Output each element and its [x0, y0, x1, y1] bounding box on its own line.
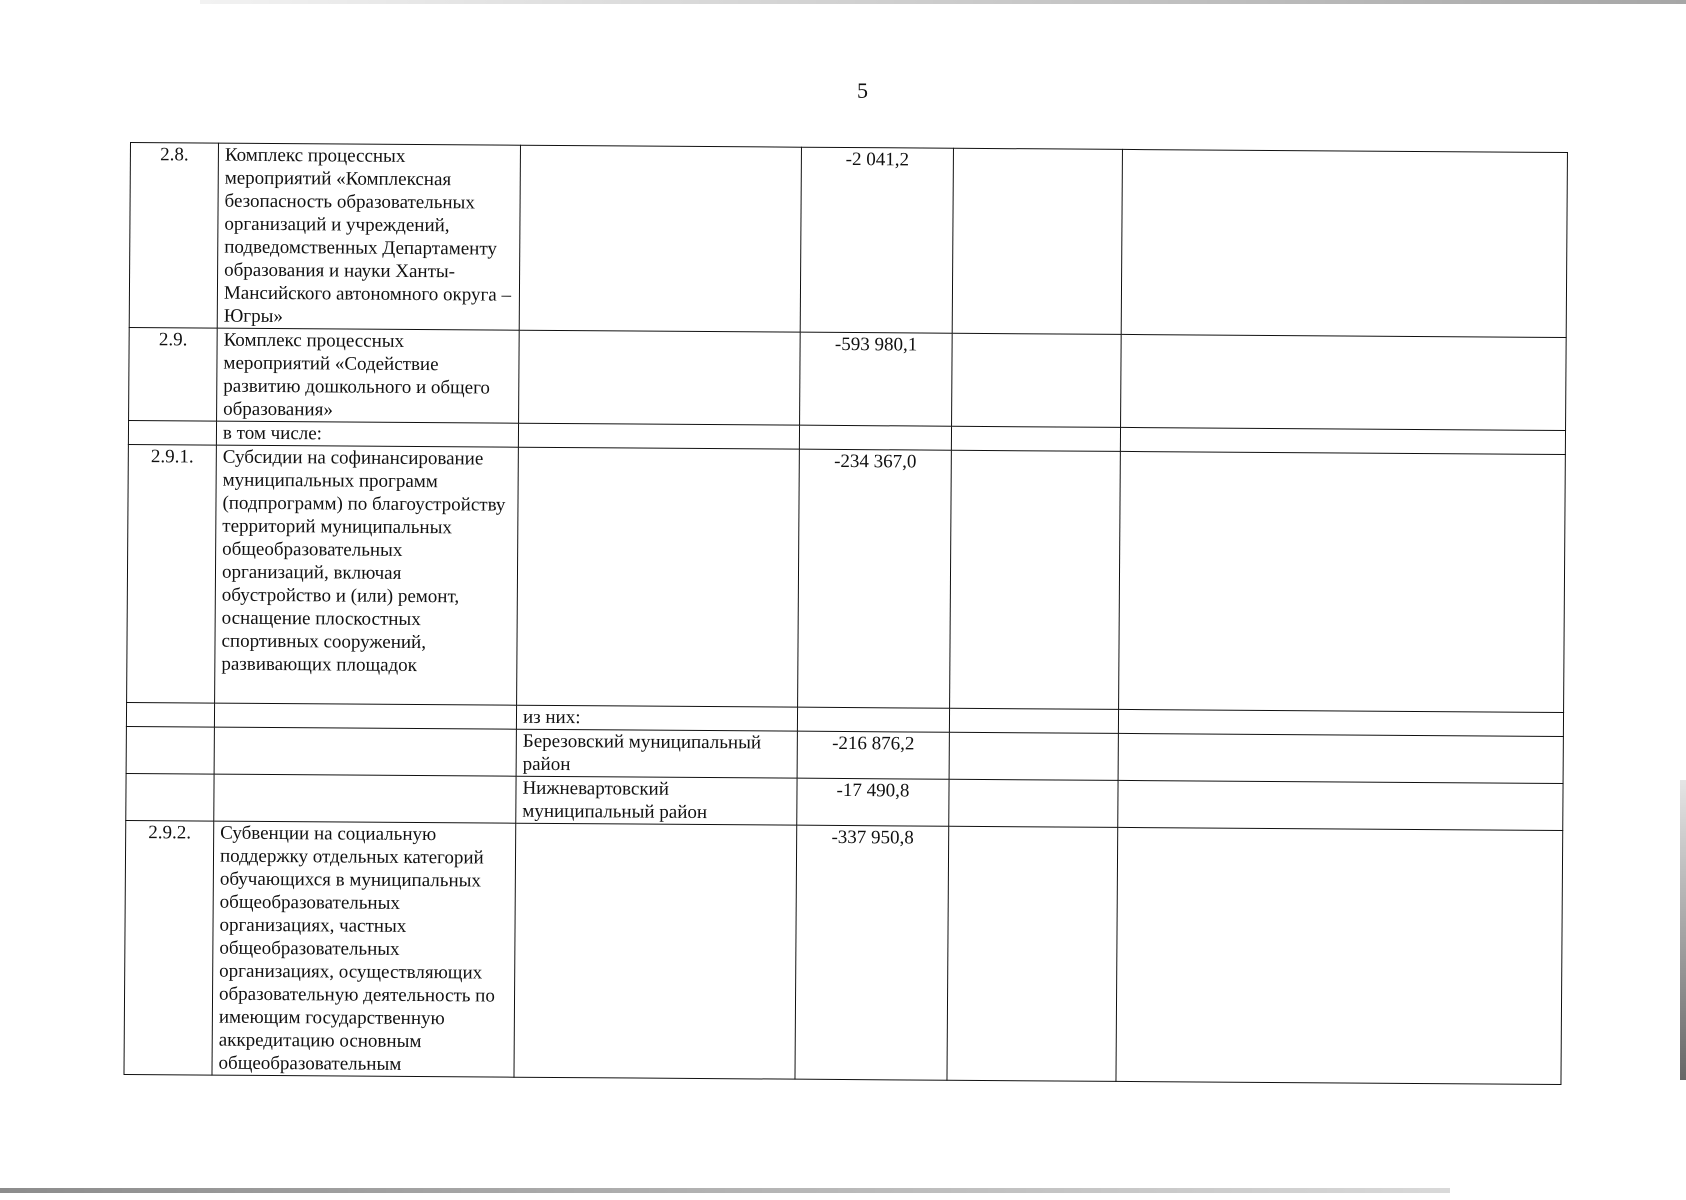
row-value: -216 876,2	[797, 731, 949, 779]
row-subitem: Нижневартовский муниципальный район	[516, 776, 797, 825]
row-number	[126, 726, 214, 774]
row-name: в том числе:	[216, 421, 518, 447]
row-name: Субсидии на софинансирование муниципальных программ (подпрограмм) по благоустройству территорий муниципальных общеобразовательных организаций, включая обустройство и (или) ремонт, оснащение плоскостных спортивных сооружений, развивающих площадок	[215, 445, 519, 705]
row-value: -2 041,2	[800, 147, 953, 333]
row-number: 2.8.	[129, 143, 218, 329]
row-value: -234 367,0	[798, 449, 952, 708]
empty-cell	[949, 779, 1118, 827]
row-number: 2.9.2.	[124, 820, 214, 1075]
empty-cell	[947, 826, 1118, 1081]
row-number: 2.9.	[129, 327, 218, 421]
row-subitem	[514, 823, 797, 1079]
table-row	[127, 444, 1566, 712]
scan-edge-bottom	[0, 1188, 1450, 1193]
empty-cell	[952, 333, 1122, 427]
row-number: 2.9.1.	[127, 444, 217, 703]
row-subitem	[519, 145, 801, 332]
empty-cell	[1121, 334, 1567, 430]
empty-cell	[1116, 827, 1563, 1084]
row-subitem	[519, 330, 801, 425]
row-value	[797, 707, 949, 732]
row-name	[214, 703, 516, 729]
row-number	[128, 420, 216, 445]
row-number	[126, 773, 214, 821]
empty-cell	[949, 732, 1118, 780]
empty-cell	[951, 426, 1120, 451]
empty-cell	[1120, 427, 1565, 454]
row-name	[214, 727, 516, 776]
row-name: Субвенции на социальную поддержку отдельных категорий обучающихся в муниципальных общеобразовательных организациях, частных общеобразовательных организациях, осуществляющих образовательную деятельность по имеющим государственную аккредитацию основным общеобразовательным	[212, 821, 516, 1077]
scan-edge-top	[200, 0, 1686, 4]
empty-cell	[952, 148, 1122, 334]
row-value	[799, 425, 951, 450]
row-subitem: Березовский муниципальный район	[516, 729, 797, 778]
budget-table	[123, 142, 1567, 1085]
empty-cell	[1118, 780, 1563, 830]
empty-cell	[1118, 709, 1563, 736]
scan-edge-right	[1680, 780, 1686, 1080]
empty-cell	[949, 708, 1118, 733]
budget-table-container	[123, 142, 1566, 1085]
row-name: Комплекс процессных мероприятий «Комплексная безопасность образовательных организаций и учреждений, подведомственных Департаменту образования и науки Ханты-Мансийского автономного округа – Югры»	[217, 143, 520, 330]
row-value: -337 950,8	[795, 825, 949, 1080]
row-value: -593 980,1	[800, 332, 953, 426]
empty-cell	[1118, 733, 1563, 783]
empty-cell	[1119, 451, 1566, 712]
row-name	[214, 774, 516, 823]
row-subitem	[517, 447, 800, 707]
empty-cell	[950, 450, 1121, 709]
row-subitem: из них:	[516, 705, 797, 731]
empty-cell	[1121, 149, 1567, 337]
row-name: Комплекс процессных мероприятий «Содействие развитию дошкольного и общего образования»	[217, 328, 520, 423]
row-number	[126, 702, 214, 727]
page-number: 5	[857, 78, 868, 103]
table-row	[124, 820, 1563, 1084]
table-row	[129, 327, 1567, 430]
row-subitem	[518, 423, 799, 449]
table-row	[129, 143, 1567, 338]
row-value: -17 490,8	[797, 778, 949, 826]
